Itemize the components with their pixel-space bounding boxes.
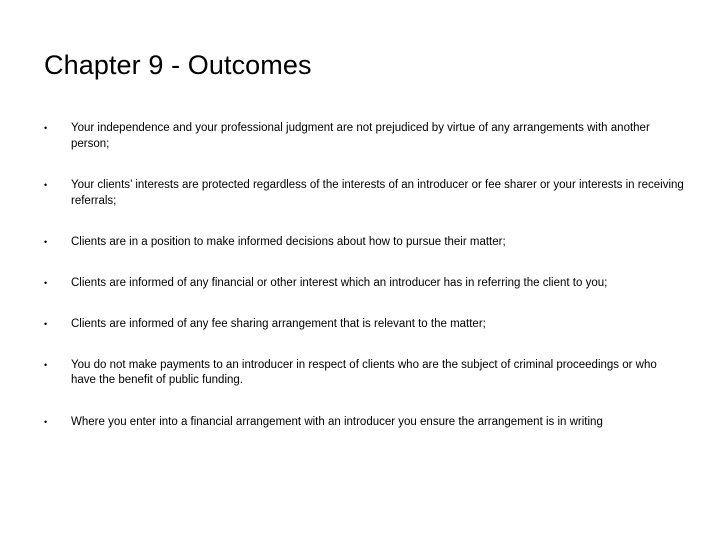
bullet-icon: •	[44, 277, 48, 288]
bullet-icon: •	[44, 180, 48, 190]
list-item	[44, 121, 684, 152]
bullet-icon: •	[44, 416, 48, 427]
outcomes-bullet-list	[44, 121, 684, 455]
list-item	[44, 276, 684, 292]
list-item-text: Your clients’ interests are protected regardless of the interests of an introducer or fee sharer or your interests in receiving referrals;	[71, 179, 684, 207]
list-item-text: Clients are informed of any fee sharing arrangement that is relevant to the matter;	[71, 318, 486, 330]
list-item	[44, 415, 684, 431]
bullet-icon: •	[44, 359, 48, 370]
list-item-text: You do not make payments to an introducer in respect of clients who are the subject of criminal proceedings or who have the benefit of public funding.	[71, 358, 657, 386]
list-item	[44, 317, 684, 333]
list-item	[44, 178, 684, 209]
bullet-icon: •	[44, 237, 48, 247]
list-item	[44, 235, 684, 251]
list-item-text: Where you enter into a financial arrangement with an introducer you ensure the arrangement is in writing	[71, 415, 603, 428]
bullet-icon: •	[44, 123, 48, 133]
list-item	[44, 358, 684, 389]
page-title: Chapter 9 - Outcomes	[44, 50, 312, 80]
list-item-text: Clients are informed of any financial or other interest which an introducer has in referring the client to you;	[71, 276, 608, 289]
list-item-text: Clients are in a position to make informed decisions about how to pursue their matter;	[71, 236, 506, 248]
bullet-icon: •	[44, 319, 48, 329]
list-item-text: Your independence and your professional judgment are not prejudiced by virtue of any arrangements with another person;	[71, 122, 650, 150]
